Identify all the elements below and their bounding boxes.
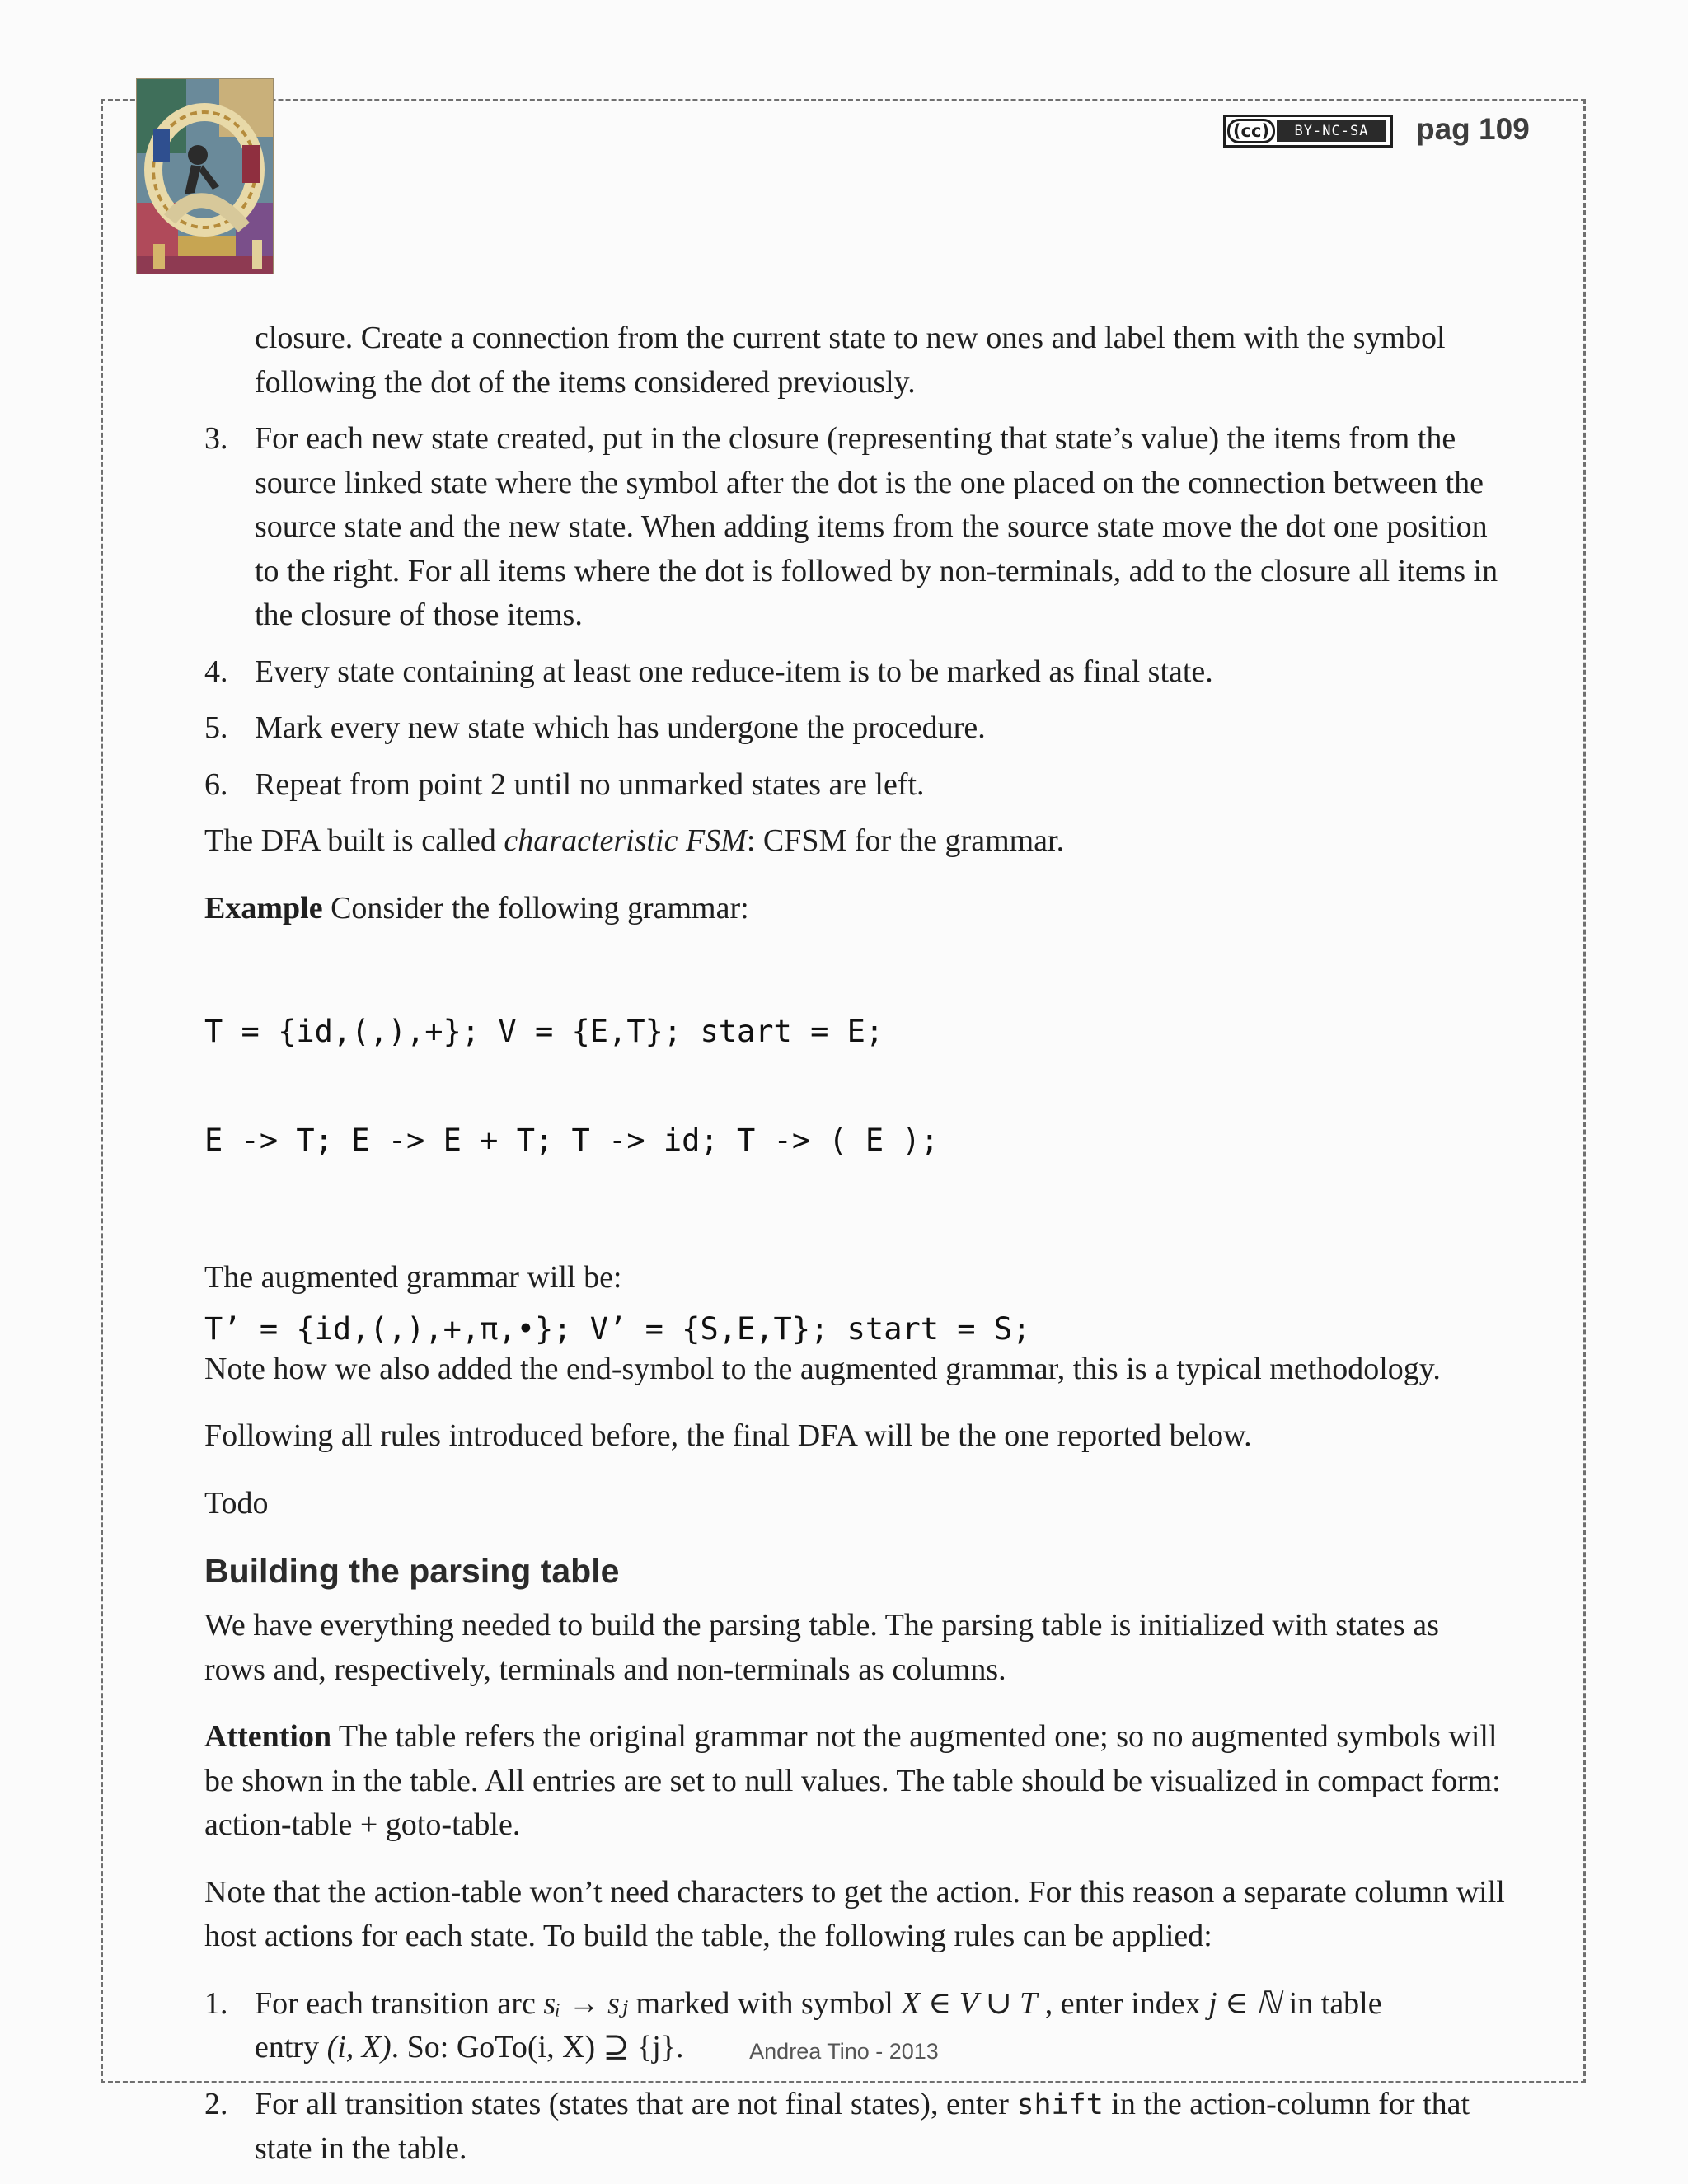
list-text: Mark every new state which has undergone the procedure. (255, 710, 986, 745)
license-badge (1223, 115, 1393, 148)
following-rules-paragraph: Following all rules introduced before, the final DFA will be the one reported below. (204, 1418, 1252, 1453)
augmented-code: T’ = {id,(,),+,π,•}; V’ = {S,E,T}; start = S; (204, 1310, 1031, 1347)
page-footer: Andrea Tino - 2013 (749, 2039, 939, 2064)
dfa-paragraph: The DFA built is called characteristic FSM: CFSM for the grammar. (204, 823, 1065, 858)
list-text: Every state containing at least one reduce-item is to be marked as final state. (255, 654, 1213, 689)
emphasis-term: characteristic FSM (504, 823, 747, 858)
math-symbol: X ∈ V ∪ T (901, 1985, 1038, 2021)
list-text: For each new state created, put in the closure (representing that state’s value) the items from the source linked state where the symbol after the dot is the one placed on the connection between the source state and the new state. When adding items from the source state move the dot one position to the right. For all items where the dot is followed by non-terminals, add to the closure all items in the closure of those items. (255, 421, 1498, 632)
example-paragraph: Example Consider the following grammar: (204, 890, 749, 926)
attention-paragraph: Attention The table refers the original grammar not the augmented one; so no augmented symbols will be shown in the table. All entries are set to null values. The table should be visualized in compact form: action-table + goto-table. (204, 1719, 1501, 1842)
rule-item-1: 1. For each transition arc sᵢ → sⱼ marked with symbol X ∈ V ∪ T , enter index j ∈ ℕ in table entry (i, X). So: GoTo(i, X) ⊇ {j}. (204, 1982, 1507, 2070)
action-note-paragraph: Note that the action-table won’t need characters to get the action. For this reason a separate column will host actions for each state. To build the table, the following rules can be applied: (204, 1874, 1505, 1953)
augmented-intro: The augmented grammar will be: (204, 1260, 622, 1295)
license-terms: BY-NC-SA (1277, 120, 1386, 142)
list-number: 4. (204, 654, 228, 689)
attention-label: Attention (204, 1719, 332, 1754)
list-item-5 (204, 706, 1507, 751)
shift-keyword: shift (1016, 2088, 1104, 2121)
list-item-4 (204, 650, 1507, 695)
table-intro-paragraph: We have everything needed to build the parsing table. The parsing table is initialized with states as rows and, respectively, terminals and non-terminals as columns. (204, 1608, 1439, 1687)
book-cover-thumbnail (137, 79, 273, 274)
cc-icon: (cc) (1226, 117, 1277, 145)
list-number: 2. (204, 2086, 228, 2121)
note-paragraph: Note how we also added the end-symbol to the augmented grammar, this is a typical methodology. (204, 1351, 1441, 1386)
page-content (204, 316, 1507, 2172)
math-goto: GoTo(i, X) ⊇ {j} (456, 2030, 677, 2064)
math-entry: (i, X) (326, 2030, 392, 2064)
section-heading: Building the parsing table (204, 1552, 620, 1590)
list-item-3 (204, 417, 1507, 638)
page-number: pag 109 (1416, 112, 1530, 146)
list-text: Repeat from point 2 until no unmarked states are left. (255, 766, 925, 802)
code-line: T = {id,(,),+}; V = {E,T}; start = E; (204, 1014, 884, 1049)
code-line: E -> T; E -> E + T; T -> id; T -> ( E ); (204, 1122, 940, 1158)
grammar-code-block (204, 941, 1507, 1231)
list-number: 3. (204, 421, 228, 456)
example-label: Example (204, 890, 323, 926)
list-item-6 (204, 763, 1507, 808)
todo-text: Todo (204, 1485, 269, 1521)
list-number: 5. (204, 710, 228, 745)
list-number: 1. (204, 1985, 228, 2021)
rule-item-2: 2. For all transition states (states that are not final states), enter shift in the action-column for that state in the table. (204, 2083, 1507, 2172)
intro-continuation: closure. Create a connection from the current state to new ones and label them with the symbol following the dot of the items considered previously. (255, 321, 1446, 400)
math-index: j ∈ ℕ (1208, 1985, 1282, 2021)
list-number: 6. (204, 766, 228, 802)
math-arc: sᵢ → sⱼ (543, 1985, 628, 2021)
